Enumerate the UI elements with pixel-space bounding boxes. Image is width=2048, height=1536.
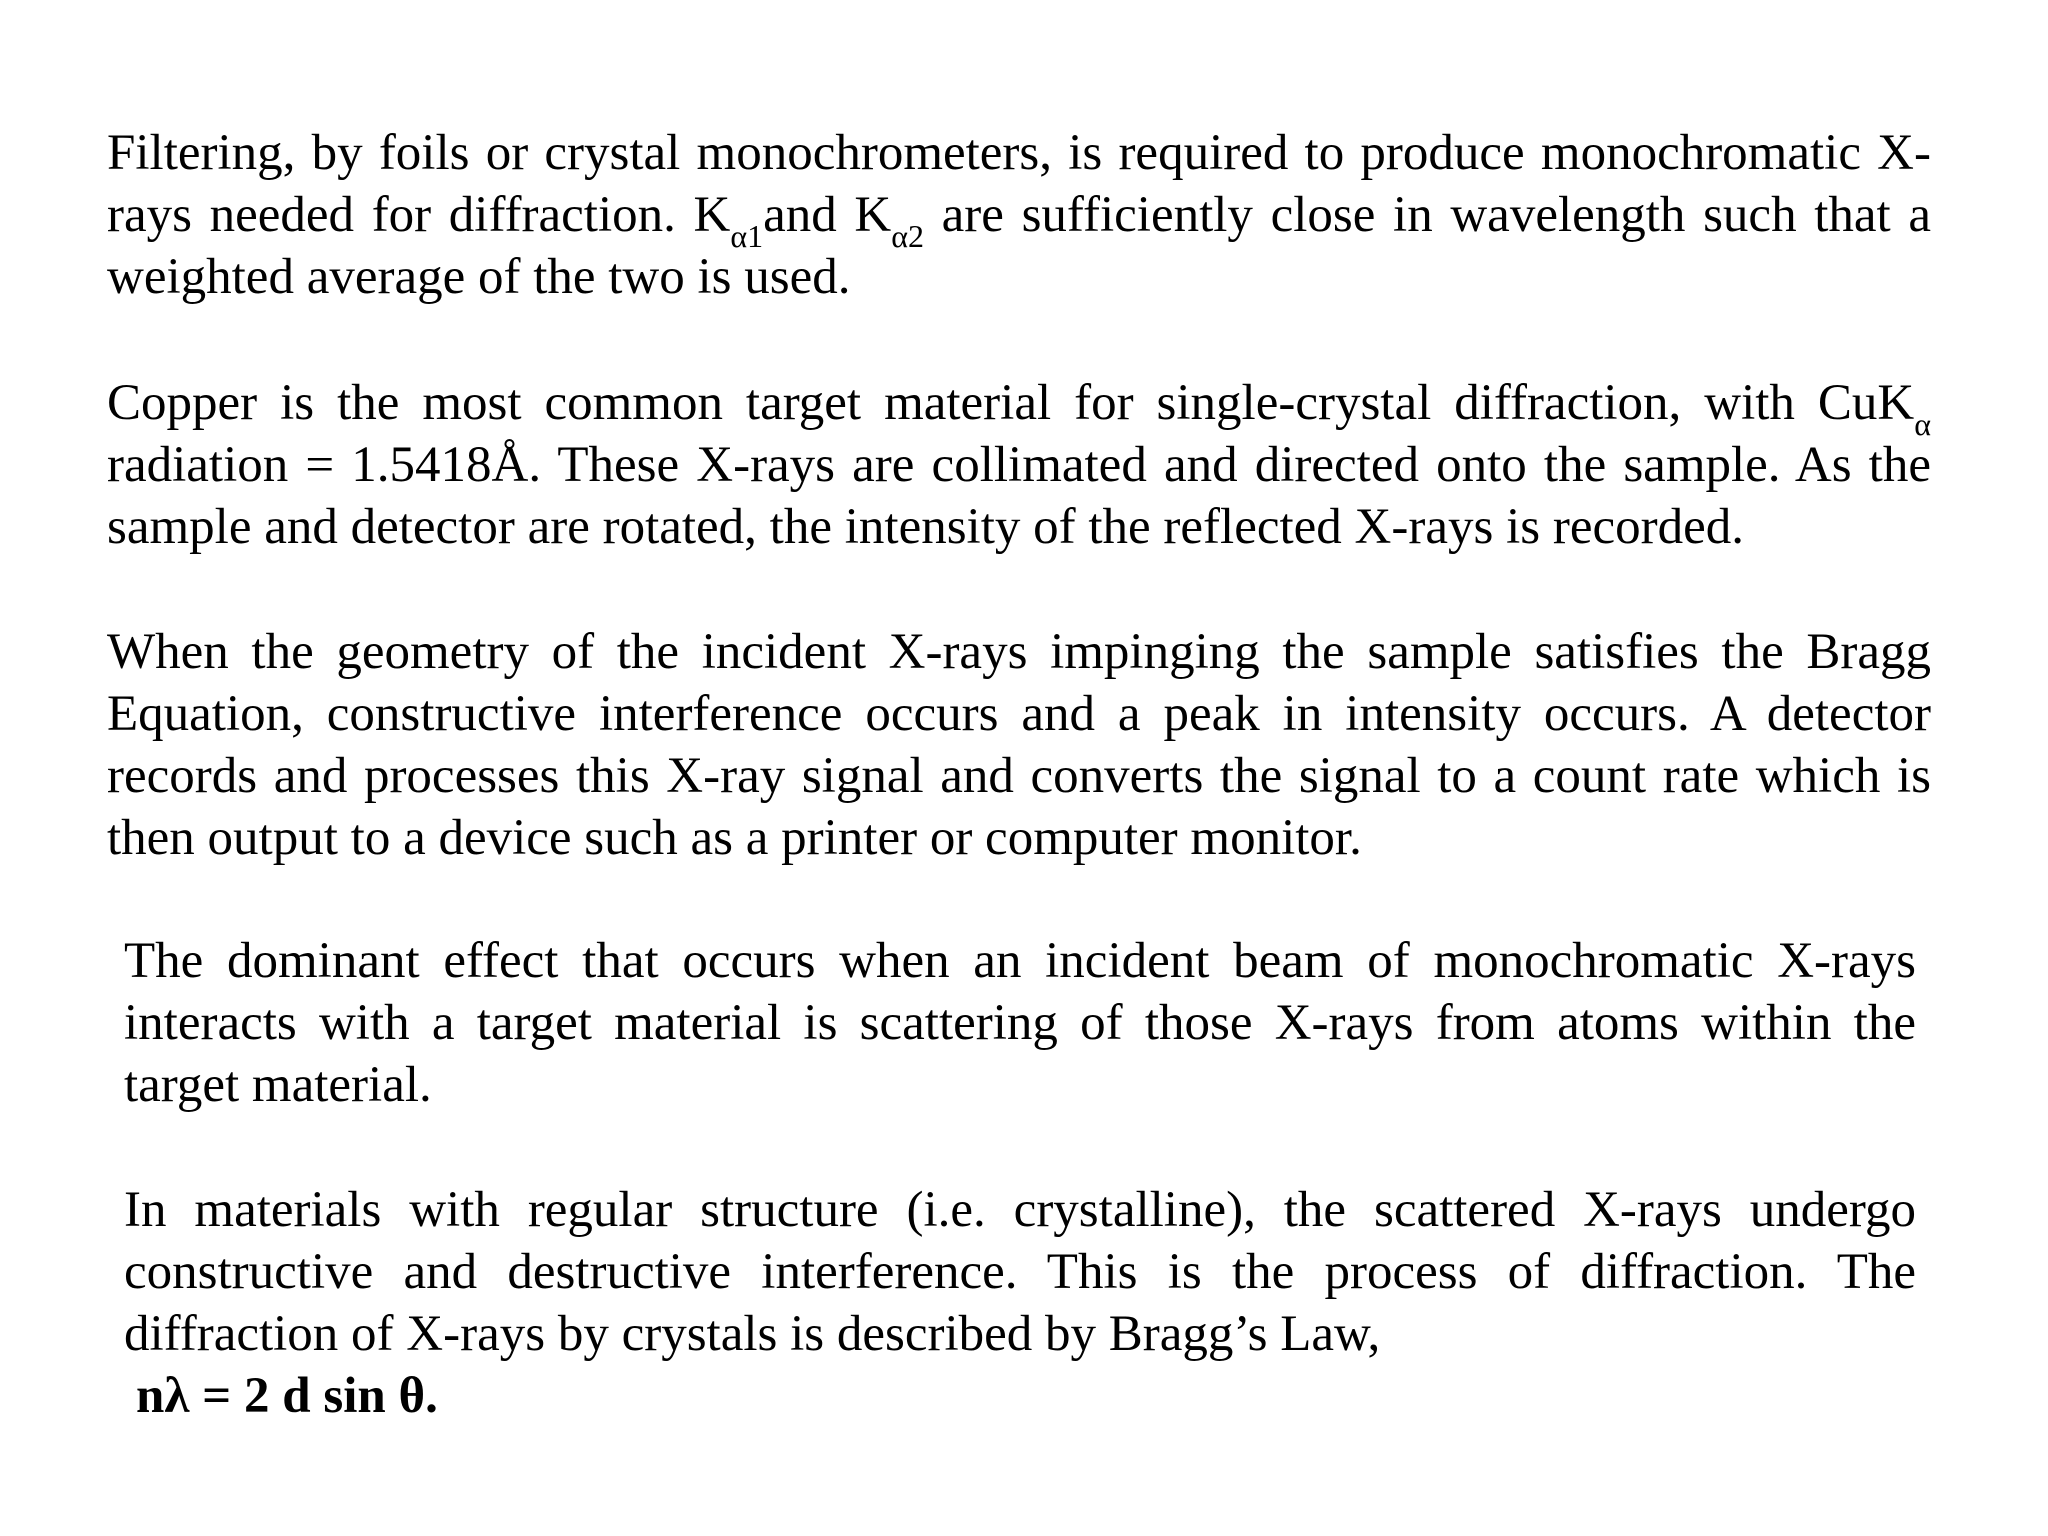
subscript-alpha: α bbox=[1914, 406, 1931, 442]
subscript-alpha2: α2 bbox=[891, 218, 925, 254]
paragraph-text: are sufficiently close in wavelength such that a weighted average of the two is used. bbox=[107, 187, 1931, 305]
paragraph-monochromatic-filtering bbox=[107, 122, 1931, 308]
subscript-alpha1: α1 bbox=[730, 218, 764, 254]
bragg-equation: nλ = 2 d sin θ. bbox=[136, 1368, 438, 1424]
paragraph-copper-target bbox=[107, 372, 1931, 558]
paragraph-text: Copper is the most common target material for single-crystal diffraction, with CuK bbox=[107, 375, 1915, 431]
paragraph-crystalline-diffraction: In materials with regular structure (i.e. crystalline), the scattered X-rays undergo constructive and destructive interference. This is the process of diffraction. The diffraction of X-rays by crystals is described by Bragg’s Law, bbox=[124, 1182, 1916, 1362]
paragraph-bragg-geometry: When the geometry of the incident X-rays impinging the sample satisfies the Bragg Equation, constructive interference occurs and a peak in intensity occurs. A detector records and processes this X-ray signal and converts the signal to a count rate which is then output to a device such as a printer or computer monitor. bbox=[107, 624, 1931, 866]
paragraph-dominant-effect: The dominant effect that occurs when an incident beam of monochromatic X-rays interacts with a target material is scattering of those X-rays from atoms within the target material. bbox=[124, 933, 1916, 1113]
paragraph-text: and K bbox=[763, 187, 892, 243]
paragraph-text: Filtering, by foils or crystal monochrometers, is required to produce monochromatic X-rays needed for diffraction. K bbox=[107, 125, 1931, 243]
paragraph-text: radiation = 1.5418Å. These X-rays are collimated and directed onto the sample. As the sample and detector are rotated, the intensity of the reflected X-rays is recorded. bbox=[107, 437, 1931, 555]
